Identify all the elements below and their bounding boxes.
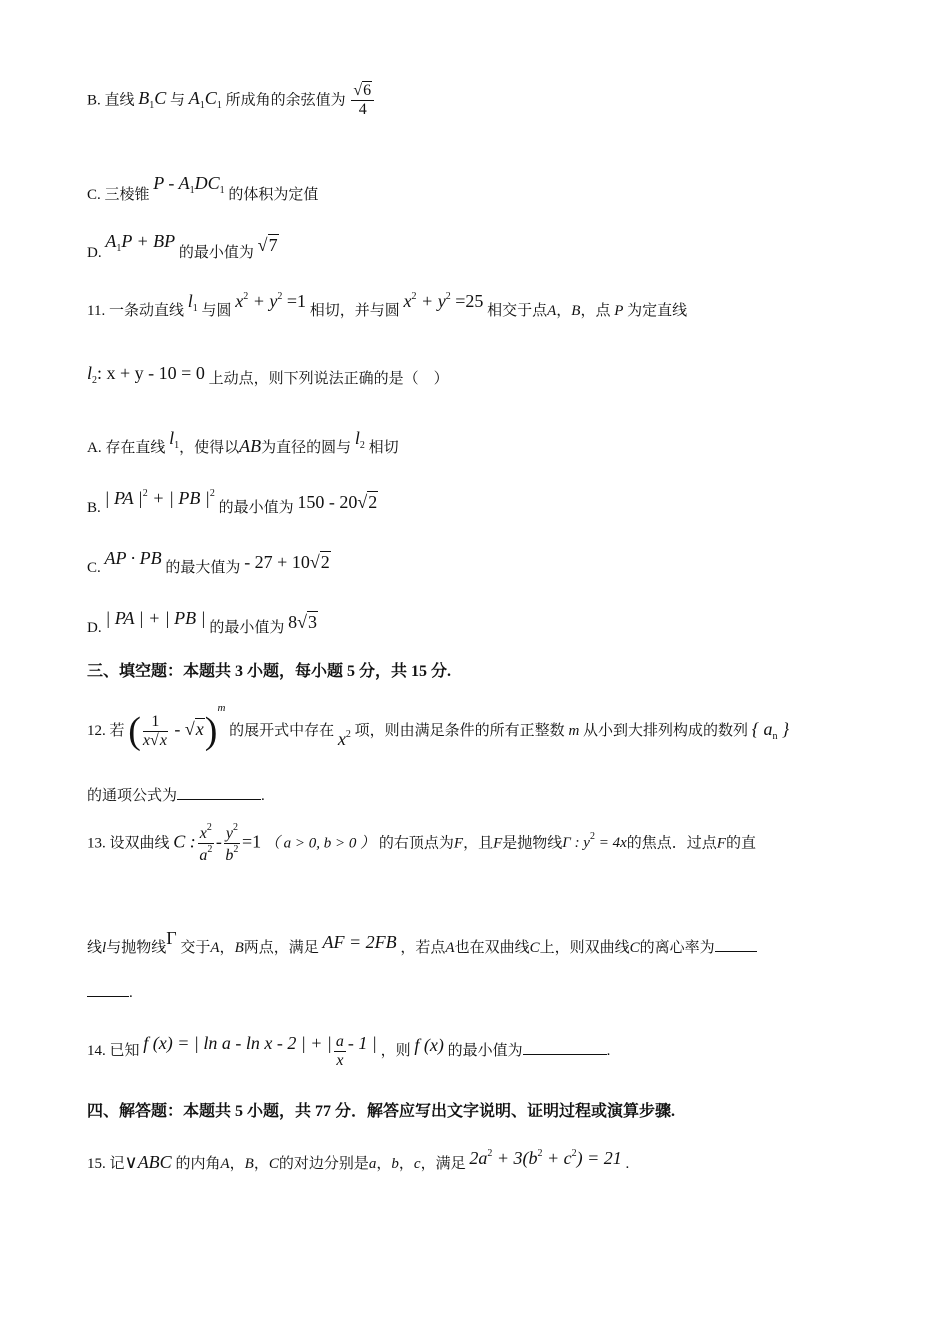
answer-blank-14[interactable]	[523, 1040, 607, 1055]
question-12-line1: 12. 若 ( $\frac{1}{x√x}$ - √x)$^m$ 的展开式中存在 $x^2$ 项，则由满足条件的所有正整数 m 从小到大排列构成的数列 { $a_n$ }	[87, 702, 790, 753]
option-11d: D. | PA | + | PB | 的最小值为 8√3	[87, 608, 318, 636]
section-3-heading: 三、填空题：本题共 3 小题，每小题 5 分，共 15 分.	[87, 663, 452, 680]
section-4-heading: 四、解答题：本题共 5 小题，共 77 分．解答应写出文字说明、证明过程或演算步骤.	[87, 1103, 676, 1120]
question-11-line2: $l_2$: x + y - 10 = 0 上动点，则下列说法正确的是（ ）	[87, 363, 449, 387]
option-10b-prefix: B. 直线	[87, 92, 135, 109]
option-10b: B. 直线 $B_1C$ 与 $A_1C_1$ 所成角的余弦值为 $\frac{√6}{4}$	[87, 82, 860, 120]
question-12-line2: 的通项公式为 .	[87, 785, 860, 808]
answer-blank-12[interactable]	[177, 785, 261, 800]
option-11b: B. | PA $|^2$ + | PB $|^2$ 的最小值为 150 - 20√2	[87, 488, 378, 516]
question-15: 15. 记∨ABC 的内角A，B，C的对边分别是a，b，c，满足 $2a^2 + 3(b^2 + c^2) = 21$ .	[87, 1148, 630, 1172]
cos-value-fraction: $\frac{√6}{4}$	[351, 82, 374, 120]
answer-blank-13a[interactable]	[715, 937, 757, 952]
question-14: 14. 已知 f (x) = | ln a - ln x - 2 | + | $\frac{a}{x}$ - 1 | ，则 f (x) 的最小值为 .	[87, 1032, 611, 1070]
option-11c: C. AP · PB 的最大值为 - 27 + 10√2	[87, 548, 330, 576]
question-11-line1: 11. 一条动直线 $l_1$ 与圆 $x^2 + y^2 =1$ 相切，并与圆 $x^2 + y^2 =25$ 相交于点A，B，点 P 为定直线	[87, 291, 688, 319]
option-10c: C. 三棱锥 P - $A_1DC_1$ 的体积为定值	[87, 173, 319, 203]
question-13-line1: 13. 设双曲线 C : $\frac{x^2}{a^2}$ - $\frac{y^2}{b^2}$ =1 （ a > 0, b > 0 ） 的右顶点为F，且F是抛物线Γ : $y^2 = 4x$的焦点．过点F的直	[87, 822, 756, 865]
question-13-line2: 线l与抛物线Γ 交于A，B两点，满足 AF = 2FB ，若点A也在双曲线C上，则双曲线C的离心率为	[87, 925, 860, 960]
option-10d: D. $A_1P$ + BP 的最小值为 √7	[87, 231, 278, 261]
option-11a: A. 存在直线 $l_1$，使得以AB为直径的圆与 $l_2$ 相切	[87, 428, 399, 456]
answer-blank-13b[interactable]	[87, 982, 129, 997]
question-13-line3: .	[87, 982, 860, 1005]
